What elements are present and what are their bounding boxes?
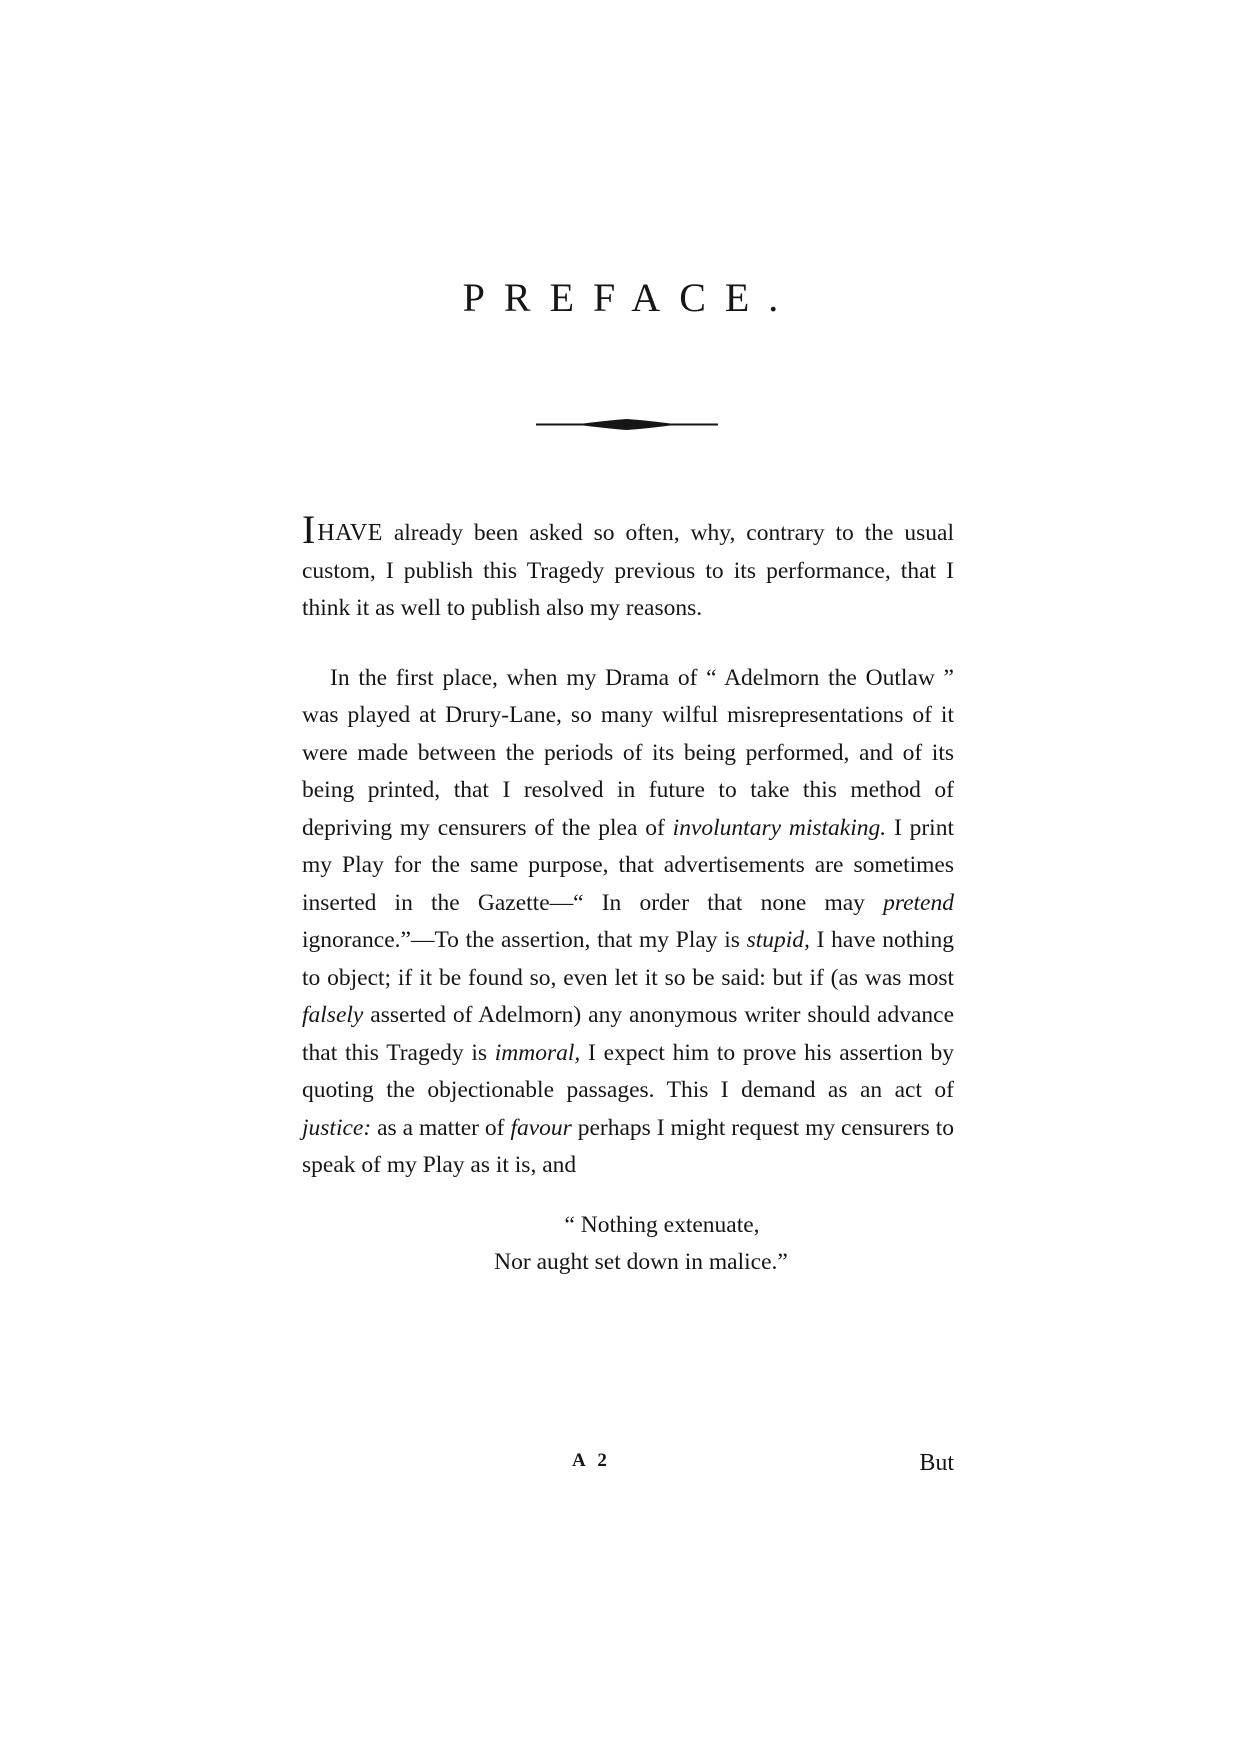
p2-emphasis-4: falsely [302,1002,364,1028]
quote-line-2: Nor aught set down in malice.” [494,1248,788,1275]
catchword: But [919,1450,954,1476]
signature-mark: A 2 [572,1450,611,1471]
quote-line-1: “ Nothing extenuate, [564,1211,760,1238]
p2-emphasis-3: stupid, [746,927,810,953]
paragraph-1-text: already been asked so often, why, contrary to the usual custom, I publish this Tragedy previous to its performance, that I think it as well to publish also my reasons. [302,520,954,621]
p2-seg-f: I expect him to prove his assertion by quoting the objectionable passages. This I demand as an act of [302,1039,954,1103]
p2-seg-g: as a matter of [371,1114,511,1141]
paragraph-1 [302,507,954,628]
page-title: PREFACE. [462,275,798,320]
page-footer [302,1450,954,1482]
p2-seg-h: perhaps I might request my censurers to speak of my Play as it is, and [302,1114,954,1178]
verse-quote [302,1207,954,1281]
ornamental-rule [536,418,718,432]
p2-emphasis-5: immoral, [494,1039,581,1066]
p2-seg-a: In the first place, when my Drama of “ Adelmorn the Outlaw ” was played at Drury-Lane, so many wilful misrepresentations of it were made between the periods of its being performed, and of its being printed, that I resolved in future to take this method of depriving my censurers of the plea of [302,664,954,841]
p2-seg-e: asserted of Adelmorn) any anonymous writer should advance that this Tragedy is [302,1002,954,1066]
paragraph-1-smallcaps: HAVE [317,520,383,546]
p2-emphasis-6: justice: [302,1114,372,1141]
p2-emphasis-7: favour [510,1114,572,1141]
p2-emphasis-2: pretend [883,889,954,916]
p2-emphasis-1: involuntary mistaking. [672,814,887,841]
drop-cap: I [302,507,316,552]
paragraph-2 [302,660,954,1185]
p2-seg-d: I have nothing to object; if it be found so, even let it so be said: but if (as was most [302,927,954,991]
p2-seg-b: I print my Play for the same purpose, that advertisements are sometimes inserted in the Gazette—“ In order that none may [302,814,954,916]
preface-body [302,507,954,1281]
p2-seg-c: ignorance.”—To the assertion, that my Play is [302,927,747,953]
